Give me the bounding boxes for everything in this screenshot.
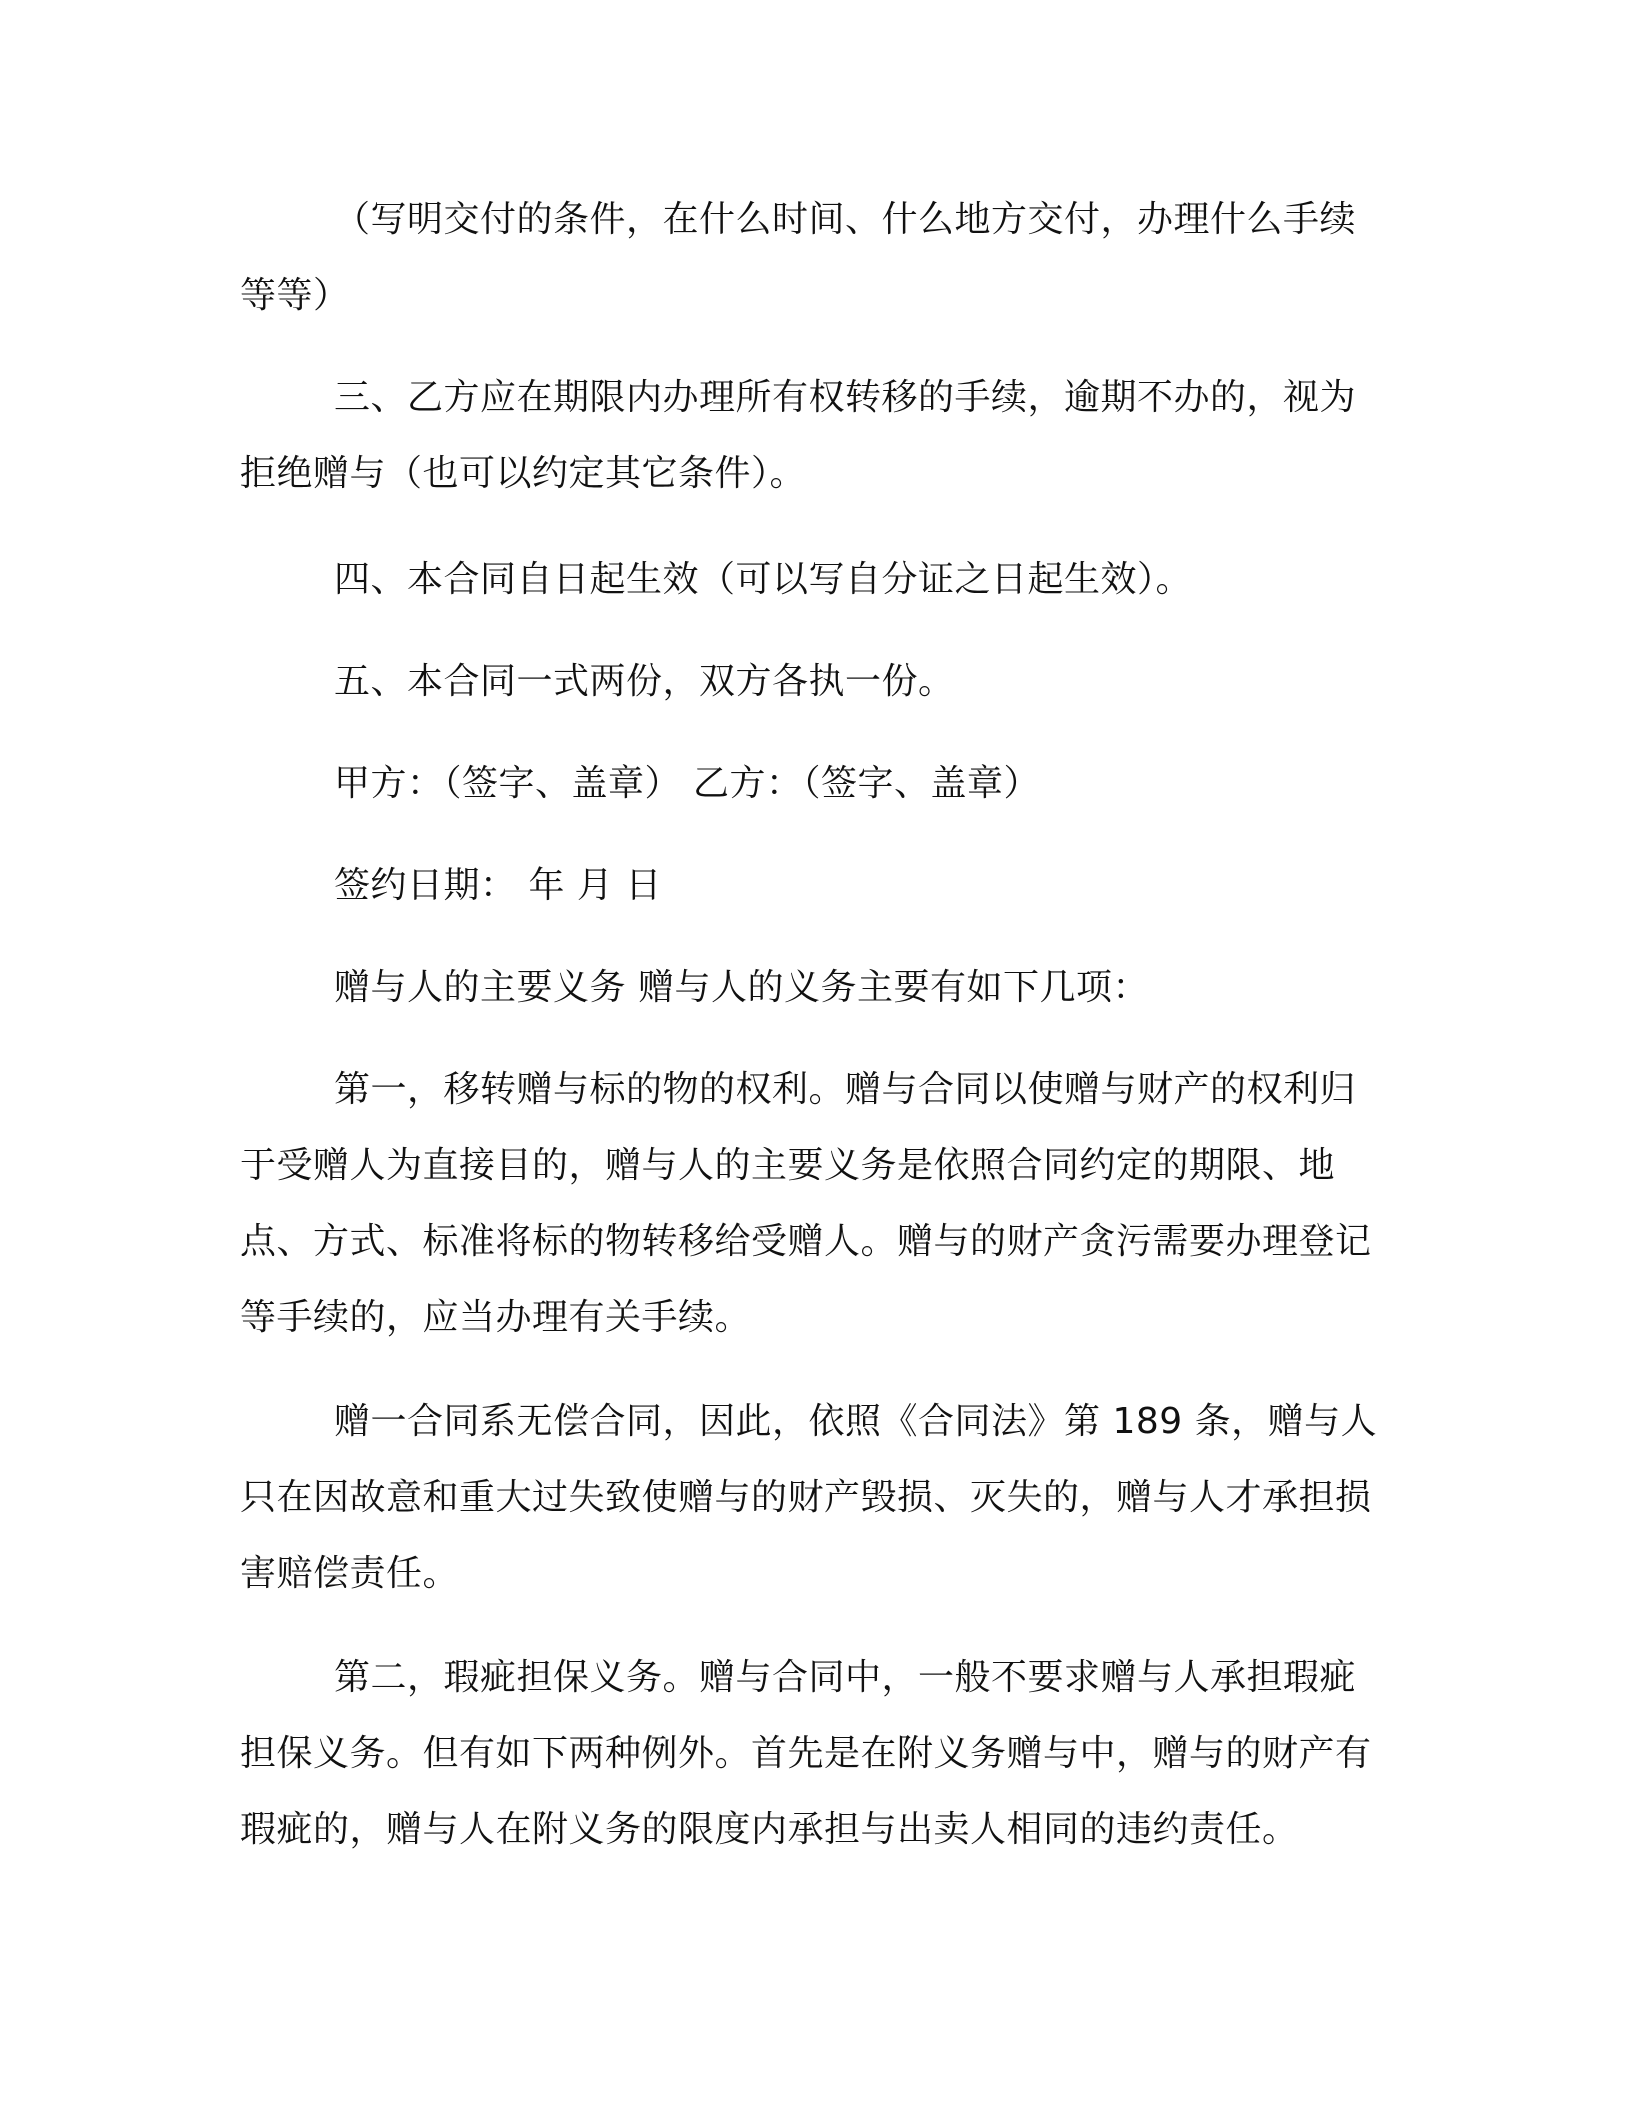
paragraph-gratuitous-contract: 赠一合同系无偿合同，因此，依照《合同法》第 189 条，赠与人只在因故意和重大过失致使赠与的财产毁损、灭失的，赠与人才承担损害赔偿责任。 xyxy=(240,1401,1378,1594)
paragraph-clause-three: 三、乙方应在期限内办理所有权转移的手续，逾期不办的，视为拒绝赠与（也可以约定其它条件）。 xyxy=(240,377,1357,494)
paragraph-donor-obligations-heading: 赠与人的主要义务 赠与人的义务主要有如下几项： xyxy=(334,967,1149,1008)
paragraph-clause-four: 四、本合同自日起生效（可以写自分证之日起生效）。 xyxy=(334,559,1193,600)
paragraph-delivery-conditions: （写明交付的条件，在什么时间、什么地方交付，办理什么手续等等） xyxy=(240,199,1357,316)
paragraph-obligation-two: 第二，瑕疵担保义务。赠与合同中，一般不要求赠与人承担瑕疵担保义务。但有如下两种例外。首先是在附义务赠与中，赠与的财产有瑕疵的，赠与人在附义务的限度内承担与出卖人相同的违约责任。 xyxy=(240,1657,1372,1850)
paragraph-clause-five: 五、本合同一式两份，双方各执一份。 xyxy=(334,661,955,702)
paragraph-signatures: 甲方：（签字、盖章） 乙方：（签字、盖章） xyxy=(334,763,1040,804)
paragraph-signing-date: 签约日期： 年 月 日 xyxy=(334,865,662,906)
paragraph-obligation-one: 第一，移转赠与标的物的权利。赠与合同以使赠与财产的权利归于受赠人为直接目的，赠与人的主要义务是依照合同约定的期限、地点、方式、标准将标的物转移给受赠人。赠与的财产贪污需要办理登记等手续的，应当办理有关手续。 xyxy=(240,1069,1372,1338)
